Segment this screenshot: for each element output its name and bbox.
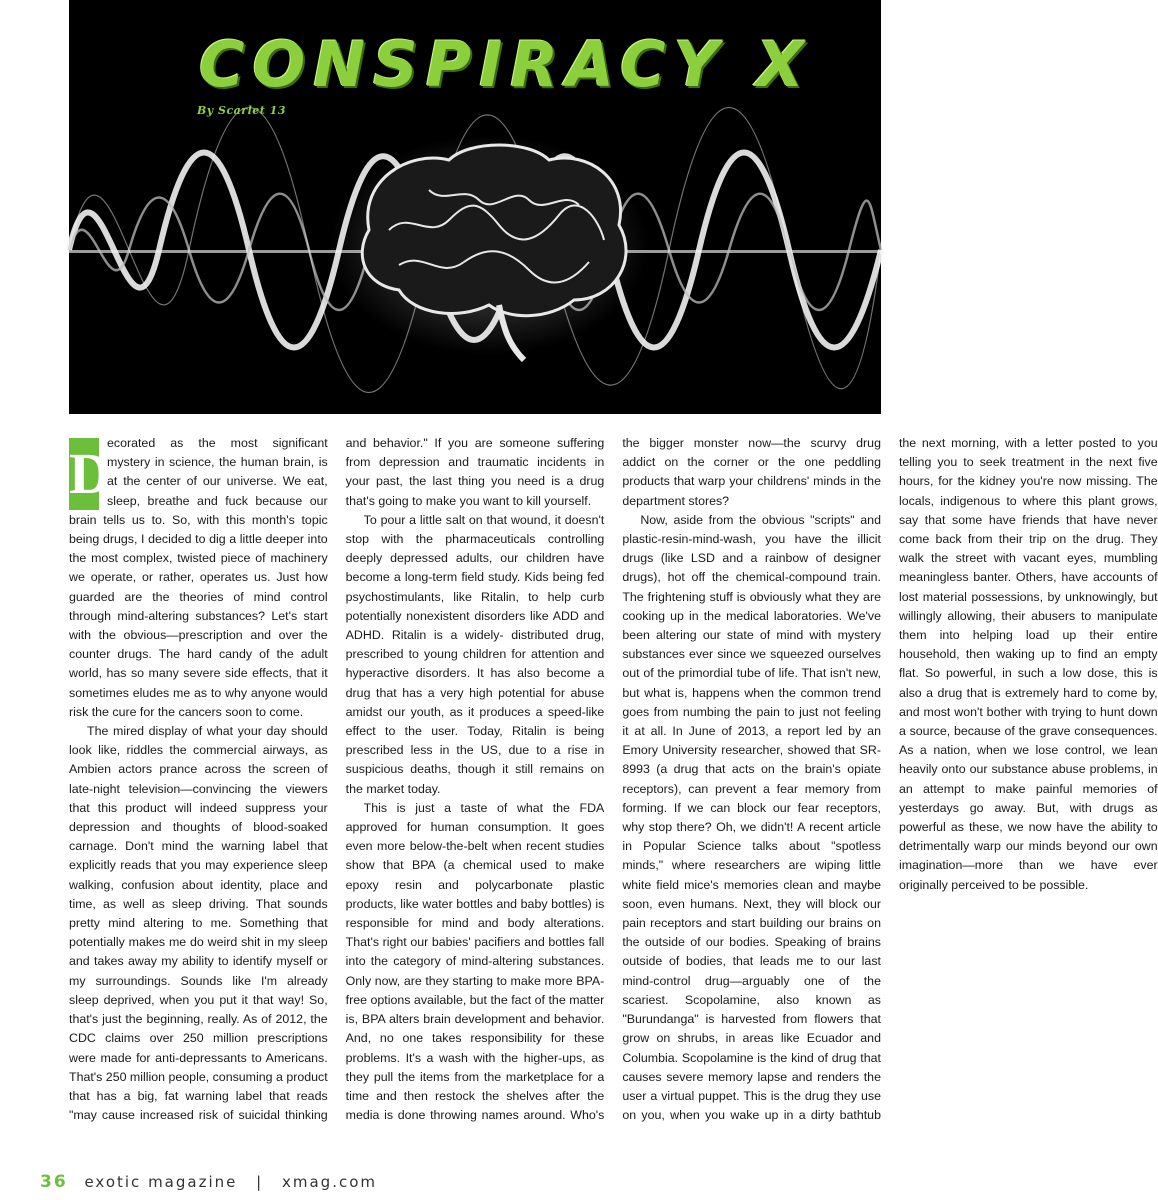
hero-image	[69, 0, 881, 414]
paragraph-3: To pour a little salt on that wound, it doesn't stop with the pharmaceuticals controlling deeply depressed adults, our children have become a long-term field study. Kids being fed psychostimulants, like Ritalin, to help curb potentially nonexistent disorders like ADD and ADHD. Ritalin is a widely- distributed drug, prescribed to young children for attention and hyperactive disorders. It has also become a drug that has a very high potential for abuse amidst our youth, as it produces a speed-like effect to the user. Today, Ritalin is being prescribed less in the US, due to a rise in suspicious deaths, though it still remains on the market today.	[345, 512, 605, 796]
page-title: CONSPIRACY X	[199, 28, 812, 101]
footer-separator: |	[256, 1173, 264, 1191]
page-footer	[40, 1172, 377, 1194]
paragraph-4: This is just a taste of what the FDA approved for human consumption. It goes even more below-the-belt when recent studies show that BPA (a chemical used to make epoxy resin and polycarbonate plastic products, like water bottles and baby bottles) is responsible for mind and body alterations. That's right our babies' pacifiers and bottles fall into the category of mind-altering substances. Only now, are they starting to make more BPA-free options available, but the fact of the matter is, BPA alters brain development and behavior. And, no one takes responsibility for these problems. It's a wash with the higher-ups, as they pull the items from the marketplace for a time and then restock the shelves after the media is done throwing names around. Who's the bigger monster now—the scurvy drug addict on the corner or the one peddling products that warp your childrens' minds in the department stores?	[345, 436, 881, 1123]
paragraph-2: The mired display of what your day should look like, riddles the commercial airways, as Ambien actors prance across the screen of late-night television—convincing the viewers that this product will indeed suppress your depression and thoughts of blood-soaked carnage. Don't mind the warning label that explicitly reads that you may experience sleep walking, confusion about identity, place and time, as well as sleep driving. That sounds pretty mind altering to me. Something that potentially makes me do weird shit in my sleep and takes away my ability to identify myself or my surroundings. Sounds like I'm already sleep deprived, when you put it that way! So, that's just the beginning, really. As of 2012, the CDC claims over 250 million prescriptions were made for anti-depressants to Americans. That's 250 million people, consuming a product that has a big, fat warning label that reads "may cause increased risk of suicidal thinking and behavior." If you are someone suffering from depression and traumatic incidents in your past, the last thing you need is a drug that's going to make you want to kill yourself.	[69, 436, 605, 1123]
magazine-name: exotic magazine	[84, 1173, 238, 1191]
byline: By Scarlet 13	[197, 104, 286, 117]
dropcap: D	[69, 438, 99, 510]
page-number: 36	[40, 1172, 68, 1192]
paragraph-1: D ecorated as the most significant mystery in science, the human brain, is at the center of our universe. We eat, sleep, breathe and fuck because our brain tells us to. So, with this month's topic being drugs, I decided to dig a little deeper into the most complex, twisted piece of machinery we operate, or rather, operates us. Just how guarded are the theories of mind control through mind-altering substances? Let's start with the obvious—prescription and over the counter drugs. The hard candy of the adult world, has so many severe side effects, that it sometimes eludes me as to why anyone would risk the cure for the cancers soon to come.	[69, 436, 328, 719]
article-body	[69, 434, 1158, 1144]
website-link[interactable]: xmag.com	[282, 1173, 378, 1191]
paragraph-5: Now, aside from the obvious "scripts" and plastic-resin-mind-wash, you have the illicit drugs (like LSD and a rainbow of designer drugs), hot off the chemical-compound train. The frightening stuff is obviously what they are cooking up in the medical laboratories. We've been altering our state of mind with mystery substances ever since we squeezed ourselves out of the primordial tube of life. That isn't new, but what is, happens when the common trend goes from numbing the pain to just not feeling it at all. In June of 2013, a report led by an Emory University researcher, showed that SR-8993 (a drug that acts on the brain's opiate receptors), can prevent a fear memory from forming. If we can block our fear receptors, why stop there? Oh, we didn't! A recent article in Popular Science talks about "spotless minds," where researchers are wiping little white field mice's memories clean and maybe soon, even humans. Next, they will block our pain receptors and start building our brains on the outside of our bodies. Speaking of brains outside of bodies, that leads me to our last mind-control drug—arguably one of the scariest. Scopolamine, also known as "Burundanga" is harvested from flowers that grow on shrubs, in areas like Ecuador and Columbia. Scopolamine is the kind of drug that causes severe memory lapse and renders the user a virtual puppet. This is the drug they use on you, when you wake up in a dirty bathtub the next morning, with a letter posted to you telling you to seek treatment in the next five hours, for the kidney you're now missing. The locals, indigenous to where this plant grows, say that some have friends that have never come back from their trip on the drug. They walk the street with vacant eyes, mumbling meaningless banter. Others, have accounts of lost material possessions, by unknowingly, but willingly allowing, their abusers to manipulate them into helping load up their entire household, then waking up to find an empty flat. So powerful, in such a low dose, this is also a drug that is extremely hard to come by, and most won't bother with trying to hunt down a source, because of the grave consequences. As a nation, when we lose control, we lean heavily onto our substance abuse problems, in an attempt to make painful memories of yesterdays go away. But, with drugs as powerful as these, we now have the ability to detrimentally warp our minds beyond our own imagination—more than we have ever originally perceived to be possible.	[622, 436, 1158, 1123]
